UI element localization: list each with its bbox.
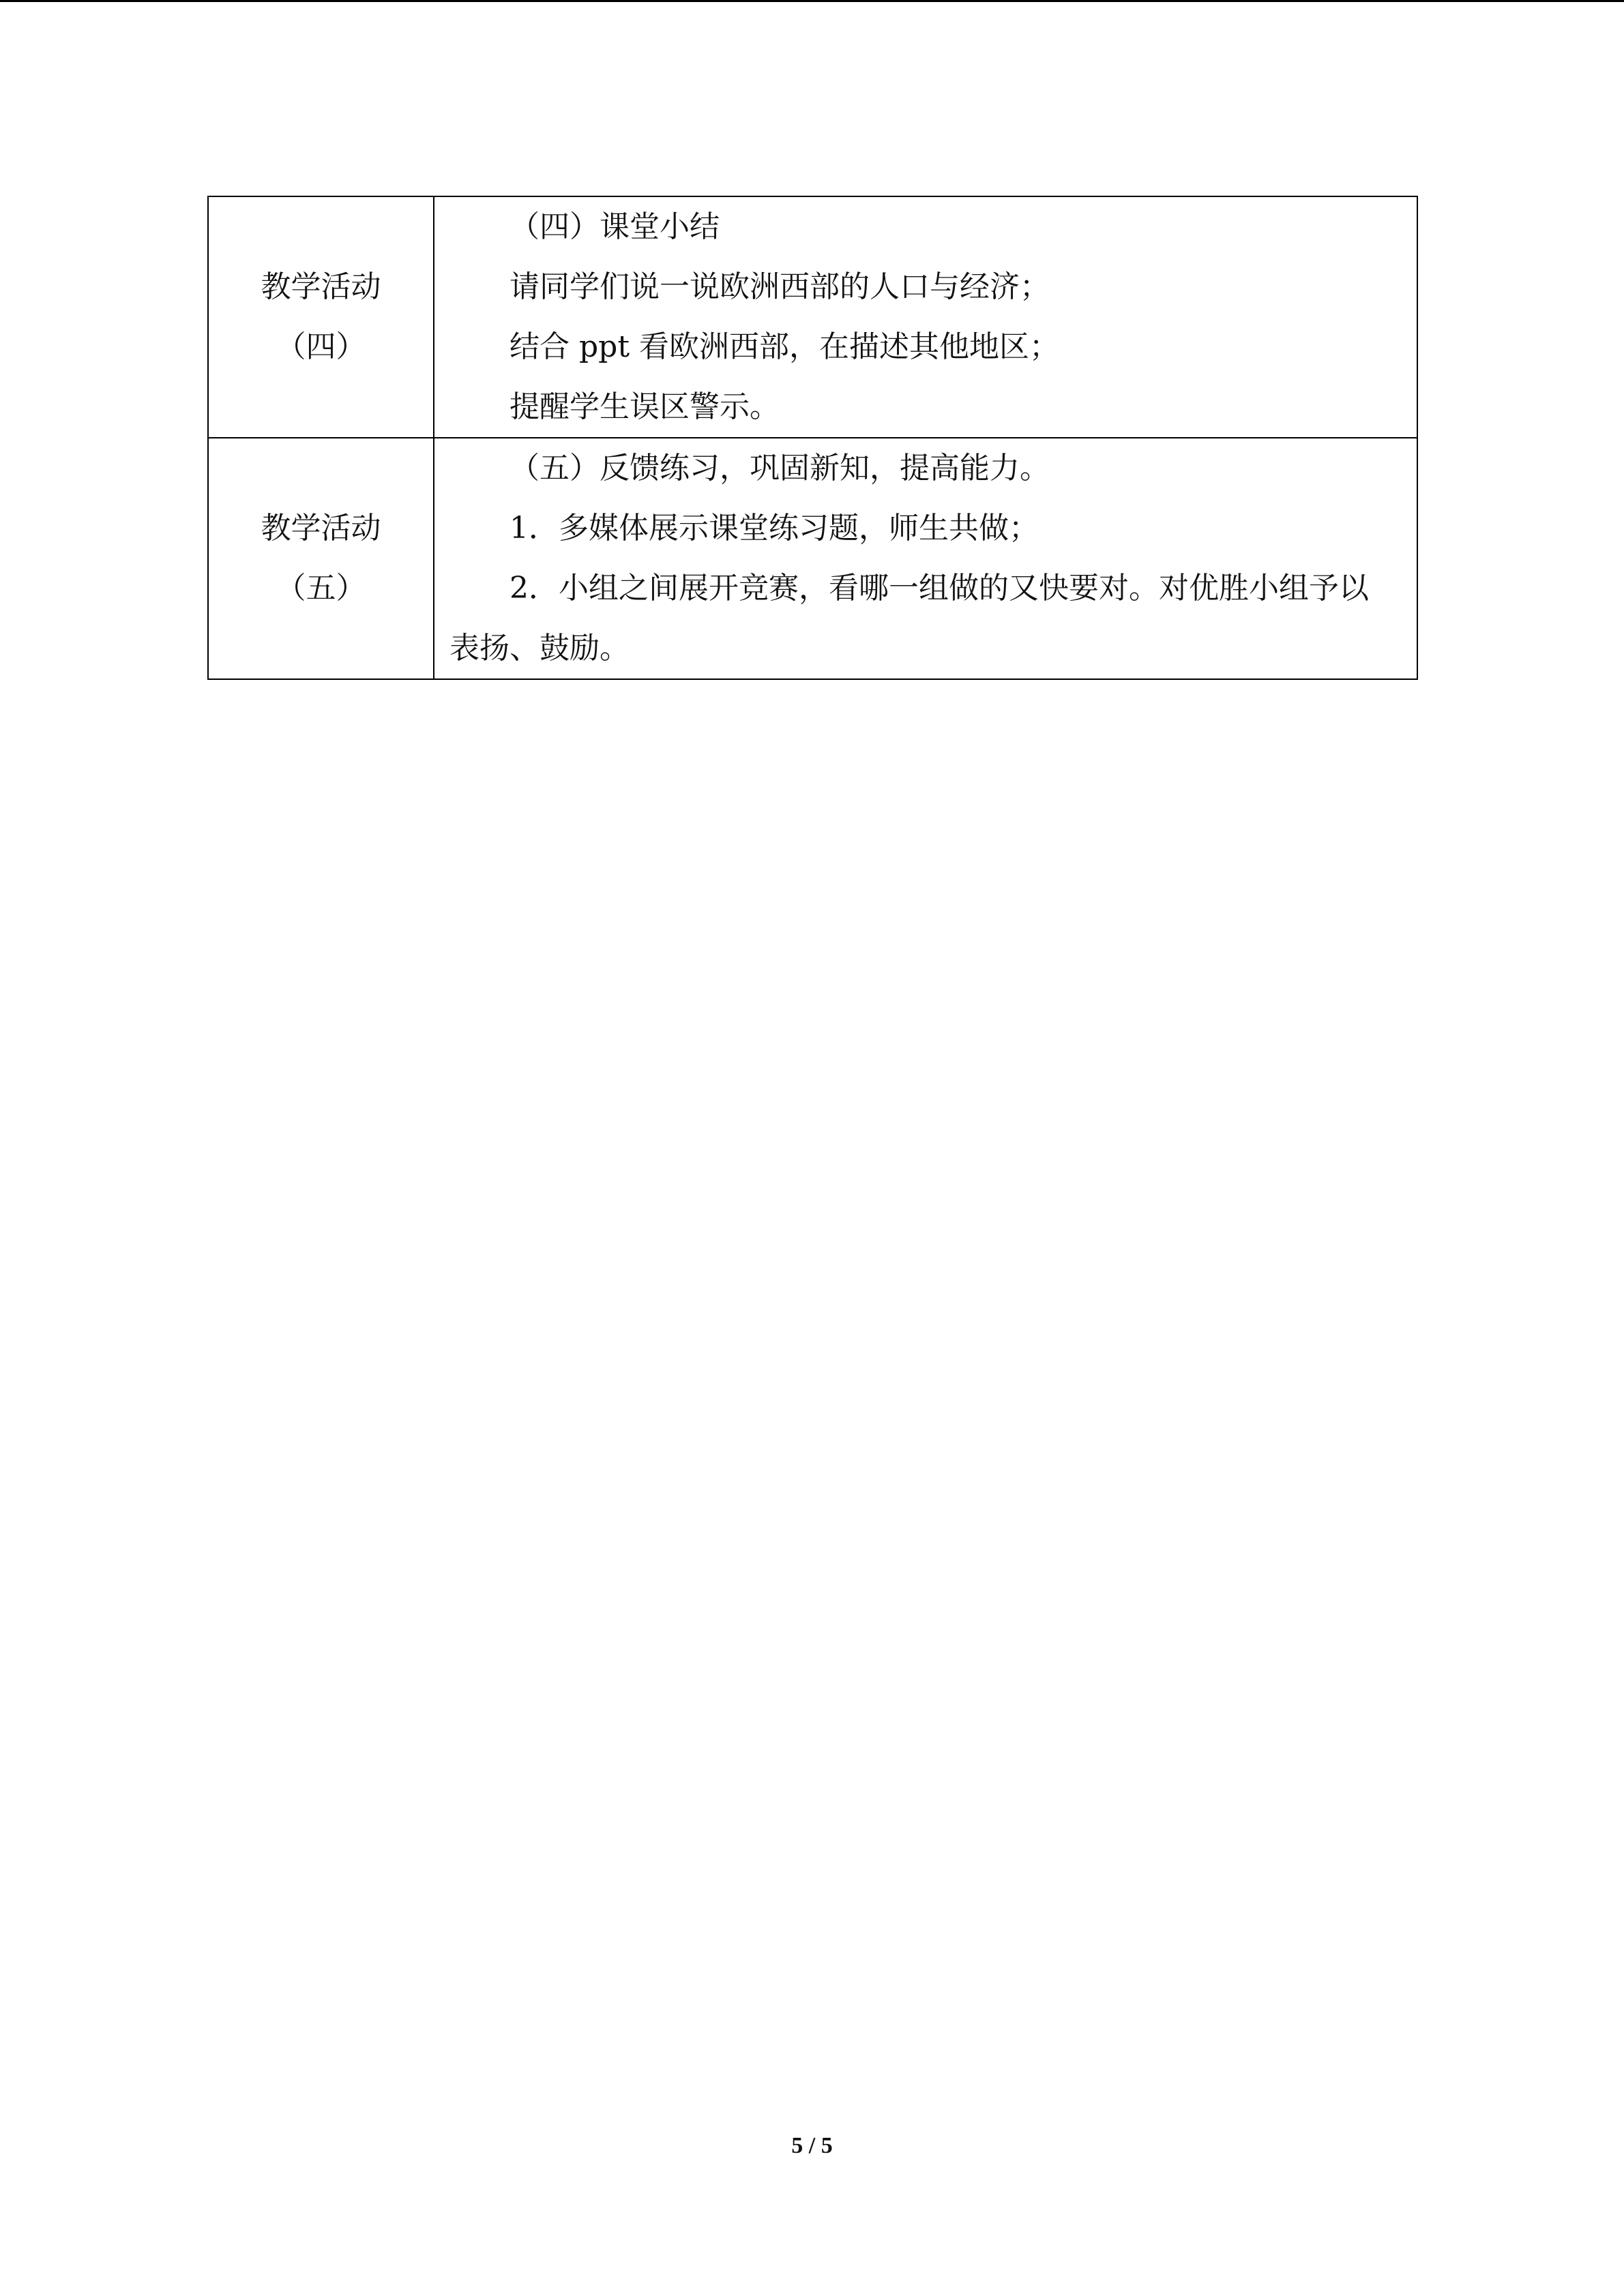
content-line: 2．小组之间展开竞赛，看哪一组做的又快要对。对优胜小组予以表扬、鼓励。 bbox=[449, 571, 1369, 666]
activity-label-cell bbox=[208, 196, 434, 438]
activity-content-cell bbox=[434, 196, 1417, 438]
activity-label-cell bbox=[208, 438, 434, 679]
page-number: 5 / 5 bbox=[791, 2133, 833, 2158]
table-row bbox=[208, 196, 1417, 438]
teaching-activity-table bbox=[207, 196, 1418, 680]
table-row bbox=[208, 438, 1417, 679]
content-line: 请同学们说一说欧洲西部的人口与经济； bbox=[510, 269, 1050, 304]
content-line: 1．多媒体展示课堂练习题，师生共做； bbox=[510, 511, 1039, 546]
content-line: 结合 ppt 看欧洲西部，在描述其他地区； bbox=[510, 329, 1059, 364]
activity-label: 教学活动 bbox=[261, 511, 381, 546]
activity-number: （四） bbox=[276, 329, 366, 364]
top-border-line bbox=[0, 0, 1624, 2]
section-heading: （四）课堂小结 bbox=[510, 209, 720, 244]
activity-content-cell bbox=[434, 438, 1417, 679]
activity-number: （五） bbox=[276, 571, 366, 606]
activity-label: 教学活动 bbox=[261, 269, 381, 304]
section-heading: （五）反馈练习，巩固新知，提高能力。 bbox=[510, 451, 1050, 486]
content-line: 提醒学生误区警示。 bbox=[510, 389, 780, 424]
